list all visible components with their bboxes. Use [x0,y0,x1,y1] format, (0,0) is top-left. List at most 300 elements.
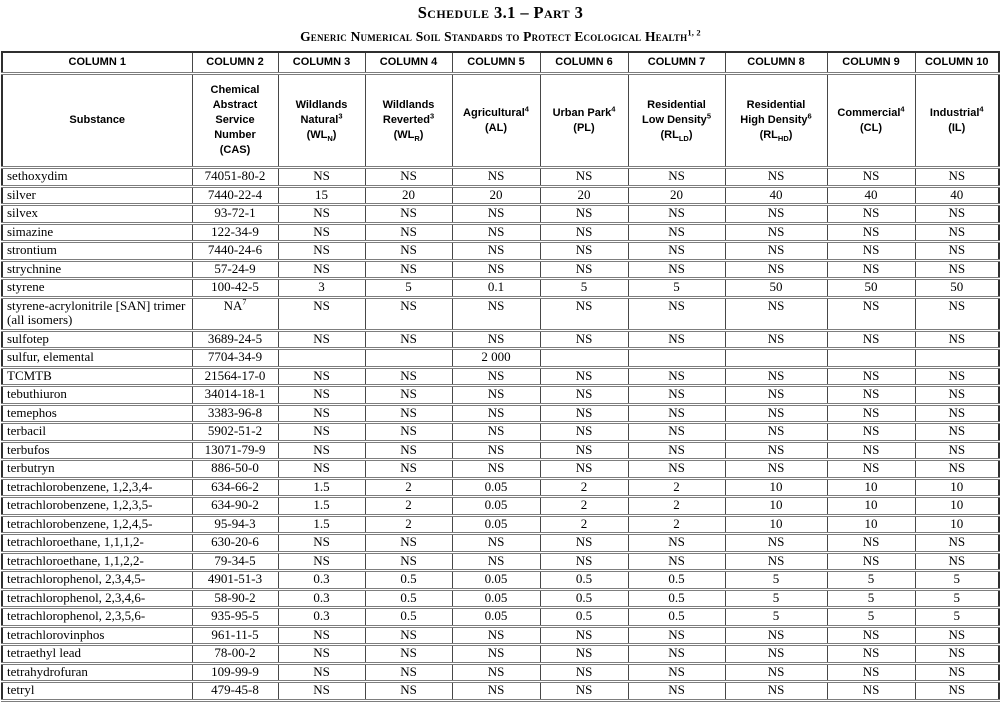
standard-value-cell: NS [365,663,452,682]
cas-number-cell: 634-90-2 [192,497,278,516]
column-title-header: Wildlands Reverted$^3$ $(WL_R)$ [365,74,452,168]
standard-value-cell: NS [827,205,915,224]
table-row [2,515,999,534]
standard-value-cell: NS [628,552,725,571]
cas-number-cell: 961-11-5 [192,626,278,645]
standard-value-cell: 0.5 [628,589,725,608]
substance-cell: tetrachlorophenol, 2,3,5,6- [2,608,192,627]
standard-value-cell: 5 [540,279,628,298]
cas-number-cell: 93-72-1 [192,205,278,224]
substance-cell: tetrachlorovinphos [2,626,192,645]
substance-cell: strychnine [2,260,192,279]
cas-number-cell: 3383-96-8 [192,404,278,423]
standard-value-cell: 10 [827,497,915,516]
standard-value-cell: NS [540,682,628,701]
abbrev-subscript: LD [678,134,689,144]
standard-value-cell: NS [628,682,725,701]
standard-value-cell: NS [452,404,540,423]
substance-cell: tetrachloroethane, 1,1,2,2- [2,552,192,571]
substance-cell: terbutryn [2,460,192,479]
standard-value-cell: NS [628,205,725,224]
standard-value-cell: NS [915,330,999,349]
column-number-row [2,52,999,74]
standard-value-cell: NS [540,386,628,405]
cas-number-cell: 7440-22-4 [192,186,278,205]
standard-value-cell: NS [278,552,365,571]
standard-value-cell: 5 [628,279,725,298]
standard-value-cell: NS [915,404,999,423]
cas-number-cell: 57-24-9 [192,260,278,279]
table-row [2,279,999,298]
standard-value-cell: NS [827,441,915,460]
table-row [2,478,999,497]
cas-number-cell: 74051-80-2 [192,168,278,187]
standard-value-cell: NS [452,223,540,242]
standard-value-cell: 0.5 [365,608,452,627]
standard-value-cell: NS [365,626,452,645]
table-row [2,423,999,442]
standard-value-cell: NS [540,330,628,349]
standard-value-cell: NS [540,441,628,460]
standard-value-cell: NS [278,367,365,386]
standard-value-cell: NS [915,168,999,187]
table-row [2,349,999,368]
standard-value-cell: 0.5 [628,608,725,627]
standard-value-cell: NS [628,441,725,460]
standard-value-cell: 0.5 [628,571,725,590]
standard-value-cell: NS [452,330,540,349]
standard-value-cell: 50 [725,279,827,298]
table-row [2,663,999,682]
standard-value-cell: NS [915,205,999,224]
standard-value-cell: NS [278,645,365,664]
standard-value-cell: 0.05 [452,608,540,627]
standard-value-cell: NS [628,423,725,442]
cas-number-cell: 95-94-3 [192,515,278,534]
column-number-header: COLUMN 5 [452,52,540,74]
standard-value-cell: 20 [540,186,628,205]
standard-value-cell: NS [278,682,365,701]
column-number-header: COLUMN 8 [725,52,827,74]
standard-value-cell: NS [628,260,725,279]
standard-value-cell: 2 [628,515,725,534]
standard-value-cell: 2 [365,478,452,497]
footnote-marker: 4 [900,103,905,113]
table-row [2,589,999,608]
table-row [2,386,999,405]
standard-value-cell: 5 [827,571,915,590]
standard-value-cell: NS [915,223,999,242]
standard-value-cell: 3 [278,279,365,298]
standard-value-cell: 0.5 [365,589,452,608]
footnote-marker: 3 [429,111,435,121]
standard-value-cell: 5 [827,608,915,627]
cas-number-cell: 58-90-2 [192,589,278,608]
standard-value-cell: NS [540,663,628,682]
table-row [2,441,999,460]
standard-value-cell: NS [540,205,628,224]
standard-value-cell [540,349,628,368]
standard-value-cell: NS [365,534,452,553]
standard-value-cell: NS [278,297,365,330]
footnote-marker: 4 [979,103,984,113]
column-title-header: Chemical Abstract Service Number (CAS) [192,74,278,168]
table-row [2,205,999,224]
column-number-header: COLUMN 3 [278,52,365,74]
standard-value-cell: NS [628,404,725,423]
footnote-marker: 3 [338,111,343,121]
substance-cell: tetrachlorophenol, 2,3,4,6- [2,589,192,608]
table-row [2,404,999,423]
table-row [2,168,999,187]
cas-number-cell: 100-42-5 [192,279,278,298]
standard-value-cell: NS [827,626,915,645]
standard-value-cell: NS [725,205,827,224]
standard-value-cell [278,349,365,368]
standard-value-cell: 0.05 [452,571,540,590]
cas-number-cell: 34014-18-1 [192,386,278,405]
standard-value-cell: NS [915,552,999,571]
standard-value-cell [628,349,725,368]
abbrev-subscript: N [327,134,333,144]
standard-value-cell: NS [365,330,452,349]
page-title: Schedule 3.1 – Part 3 [417,3,584,22]
standard-value-cell: NS [278,260,365,279]
standard-value-cell: NS [452,552,540,571]
standard-value-cell: NS [915,297,999,330]
standard-value-cell: NS [725,626,827,645]
standard-value-cell: NS [725,260,827,279]
standard-value-cell: NS [452,205,540,224]
substance-cell: tetrachlorophenol, 2,3,4,5- [2,571,192,590]
table-row [2,367,999,386]
table-body [2,168,999,701]
cas-number-cell: 630-20-6 [192,534,278,553]
cas-number-cell: 21564-17-0 [192,367,278,386]
substance-cell: tetryl [2,682,192,701]
substance-cell: silver [2,186,192,205]
table-row [2,460,999,479]
standard-value-cell: NS [725,441,827,460]
column-title-header: Industrial$^4$ (IL) [915,74,999,168]
standard-value-cell: NS [452,626,540,645]
substance-cell: terbacil [2,423,192,442]
standard-value-cell: NS [827,534,915,553]
standard-value-cell: NS [278,423,365,442]
standard-value-cell: 2 000 [452,349,540,368]
standard-value-cell [365,349,452,368]
standard-value-cell: NS [628,460,725,479]
standard-value-cell: NS [540,404,628,423]
column-number-header: COLUMN 4 [365,52,452,74]
standard-value-cell: NS [725,168,827,187]
column-title-header: Substance [2,74,192,168]
standard-value-cell: NS [365,423,452,442]
standard-value-cell: 10 [725,478,827,497]
standard-value-cell: NS [628,367,725,386]
standard-value-cell: NS [452,297,540,330]
standard-value-cell: NS [827,223,915,242]
standard-value-cell: 10 [915,478,999,497]
table-header [2,52,999,168]
standard-value-cell: 10 [725,515,827,534]
cas-number-cell: 479-45-8 [192,682,278,701]
standard-value-cell: 2 [540,497,628,516]
column-title-header: Wildlands Natural$^3$ $(WL_N)$ [278,74,365,168]
standard-value-cell: NS [452,663,540,682]
footnote-marker: 4 [524,103,529,113]
standard-value-cell: NS [540,645,628,664]
standard-value-cell: NS [725,242,827,261]
standard-value-cell: NS [540,242,628,261]
standard-value-cell: NS [278,168,365,187]
standard-value-cell: NS [365,552,452,571]
standard-value-cell: NS [725,534,827,553]
substance-cell: tebuthiuron [2,386,192,405]
substance-cell: tetrachlorobenzene, 1,2,3,5- [2,497,192,516]
substance-cell: sulfur, elemental [2,349,192,368]
substance-cell: silvex [2,205,192,224]
standard-value-cell: 1.5 [278,497,365,516]
cas-number-cell: 109-99-9 [192,663,278,682]
column-number-header: COLUMN 9 [827,52,915,74]
standard-value-cell: 10 [915,515,999,534]
table-row [2,571,999,590]
standard-value-cell: NS [540,460,628,479]
column-title-header: Residential High Density$^6$ $(RL_{HD})$ [725,74,827,168]
standard-value-cell: 15 [278,186,365,205]
standard-value-cell: NS [365,460,452,479]
standard-value-cell: NS [827,460,915,479]
cas-number-cell: 7440-24-6 [192,242,278,261]
standard-value-cell: 40 [915,186,999,205]
standard-value-cell: NS [827,423,915,442]
standard-value-cell: NS [278,242,365,261]
standard-value-cell [827,349,915,368]
table-row [2,186,999,205]
standard-value-cell: NS [827,168,915,187]
substance-cell: tetrachlorobenzene, 1,2,4,5- [2,515,192,534]
standard-value-cell: NS [827,386,915,405]
table-row [2,682,999,701]
subtitle-text: Generic Numerical Soil Standards to Protect Ecological Health [300,29,688,44]
standard-value-cell: NS [725,386,827,405]
standard-value-cell [725,349,827,368]
standard-value-cell: NS [278,441,365,460]
standard-value-cell: NS [365,682,452,701]
substance-cell: tetrachloroethane, 1,1,1,2- [2,534,192,553]
standard-value-cell: 0.05 [452,497,540,516]
cas-number-cell: 935-95-5 [192,608,278,627]
substance-cell: sulfotep [2,330,192,349]
standard-value-cell: 0.3 [278,589,365,608]
standard-value-cell: NS [452,168,540,187]
standard-value-cell: 0.5 [365,571,452,590]
cas-number-cell: 79-34-5 [192,552,278,571]
standard-value-cell: NS [915,663,999,682]
standard-value-cell: NS [540,260,628,279]
standard-value-cell: NS [452,534,540,553]
standard-value-cell: NS [540,223,628,242]
standard-value-cell: NS [827,645,915,664]
standard-value-cell: NS [827,367,915,386]
standard-value-cell: NS [365,168,452,187]
standard-value-cell: NS [725,423,827,442]
standard-value-cell: NS [365,367,452,386]
standard-value-cell: NS [725,330,827,349]
table-row [2,223,999,242]
column-number-header: COLUMN 7 [628,52,725,74]
standard-value-cell: NS [365,260,452,279]
standard-value-cell: 40 [827,186,915,205]
standard-value-cell: NS [365,242,452,261]
standard-value-cell: NS [452,682,540,701]
standard-value-cell: NS [725,223,827,242]
substance-cell: styrene [2,279,192,298]
standard-value-cell: NS [452,260,540,279]
standard-value-cell: NS [540,626,628,645]
standard-value-cell: 1.5 [278,515,365,534]
standard-value-cell: NS [365,441,452,460]
standard-value-cell: NS [628,645,725,664]
standard-value-cell: 2 [540,515,628,534]
table-row [2,330,999,349]
substance-cell: terbufos [2,441,192,460]
standard-value-cell: 20 [452,186,540,205]
standard-value-cell: 10 [915,497,999,516]
standard-value-cell: NS [365,297,452,330]
footnote-marker: 5 [706,111,711,121]
standard-value-cell: NS [628,242,725,261]
standard-value-cell: NS [915,260,999,279]
substance-cell: strontium [2,242,192,261]
standard-value-cell: NS [915,534,999,553]
cas-number-cell: 5902-51-2 [192,423,278,442]
standard-value-cell: NS [915,682,999,701]
standard-value-cell: 5 [915,571,999,590]
standard-value-cell: 0.5 [540,589,628,608]
cas-number-cell: 3689-24-5 [192,330,278,349]
cas-number-cell: 13071-79-9 [192,441,278,460]
standard-value-cell: NS [540,552,628,571]
standard-value-cell: 2 [628,497,725,516]
standard-value-cell: NS [278,386,365,405]
standard-value-cell: NS [827,682,915,701]
standard-value-cell [915,349,999,368]
standard-value-cell: NS [827,242,915,261]
standard-value-cell: 5 [365,279,452,298]
table-row [2,608,999,627]
column-number-header: COLUMN 1 [2,52,192,74]
standard-value-cell: 50 [915,279,999,298]
cas-number-cell: 78-00-2 [192,645,278,664]
substance-cell: tetrahydrofuran [2,663,192,682]
footnote-marker: 4 [611,103,616,113]
standard-value-cell: 0.05 [452,589,540,608]
standard-value-cell: NS [452,367,540,386]
table-row [2,534,999,553]
standard-value-cell: NS [725,404,827,423]
standard-value-cell: NS [915,645,999,664]
abbrev-subscript: HD [777,134,789,144]
table-row [2,626,999,645]
standard-value-cell: NS [915,423,999,442]
standard-value-cell: NS [452,460,540,479]
table-row [2,552,999,571]
standard-value-cell: NS [915,460,999,479]
standard-value-cell: NS [827,552,915,571]
table-row [2,497,999,516]
standard-value-cell: NS [915,367,999,386]
standard-value-cell: NS [628,663,725,682]
standard-value-cell: NS [365,205,452,224]
standard-value-cell: 0.3 [278,571,365,590]
standard-value-cell: 5 [915,589,999,608]
standard-value-cell: NS [628,386,725,405]
standard-value-cell: NS [278,626,365,645]
standard-value-cell: 0.05 [452,478,540,497]
standard-value-cell: NS [725,682,827,701]
standard-value-cell: 5 [827,589,915,608]
standard-value-cell: NS [725,297,827,330]
standard-value-cell: NS [365,645,452,664]
standard-value-cell: NS [365,386,452,405]
standard-value-cell: NS [827,404,915,423]
standard-value-cell: NS [452,423,540,442]
standard-value-cell: NS [725,460,827,479]
cas-number-cell: 7704-34-9 [192,349,278,368]
standard-value-cell: NS [452,386,540,405]
standard-value-cell: NS [540,367,628,386]
standard-value-cell: NS [725,367,827,386]
substance-cell: simazine [2,223,192,242]
standard-value-cell: NS [452,242,540,261]
standard-value-cell: NS [540,168,628,187]
column-number-header: COLUMN 6 [540,52,628,74]
standard-value-cell: NS [628,297,725,330]
standard-value-cell: NS [915,242,999,261]
column-title-header: Agricultural$^4$ (AL) [452,74,540,168]
footnote-marker: 6 [807,111,812,121]
standard-value-cell: 5 [915,608,999,627]
standard-value-cell: NS [628,168,725,187]
table-row [2,297,999,330]
standard-value-cell: NS [278,663,365,682]
standard-value-cell: NS [827,663,915,682]
page-subtitle [0,29,1001,45]
standard-value-cell: 0.1 [452,279,540,298]
substance-cell: styrene-acrylonitrile [SAN] trimer (all isomers) [2,297,192,330]
column-number-header: COLUMN 2 [192,52,278,74]
standard-value-cell: NS [628,534,725,553]
standard-value-cell: NS [915,441,999,460]
cas-number-cell: $NA^7$ [192,297,278,330]
standard-value-cell: 5 [725,589,827,608]
soil-standards-table [1,51,1000,702]
standard-value-cell: 50 [827,279,915,298]
standard-value-cell: 1.5 [278,478,365,497]
standard-value-cell: 5 [725,571,827,590]
standard-value-cell: 10 [827,515,915,534]
standard-value-cell: NS [628,223,725,242]
standard-value-cell: NS [452,441,540,460]
standard-value-cell: 20 [628,186,725,205]
substance-cell: sethoxydim [2,168,192,187]
standard-value-cell: 10 [827,478,915,497]
cas-number-cell: 122-34-9 [192,223,278,242]
standard-value-cell: NS [278,330,365,349]
standard-value-cell: 2 [540,478,628,497]
